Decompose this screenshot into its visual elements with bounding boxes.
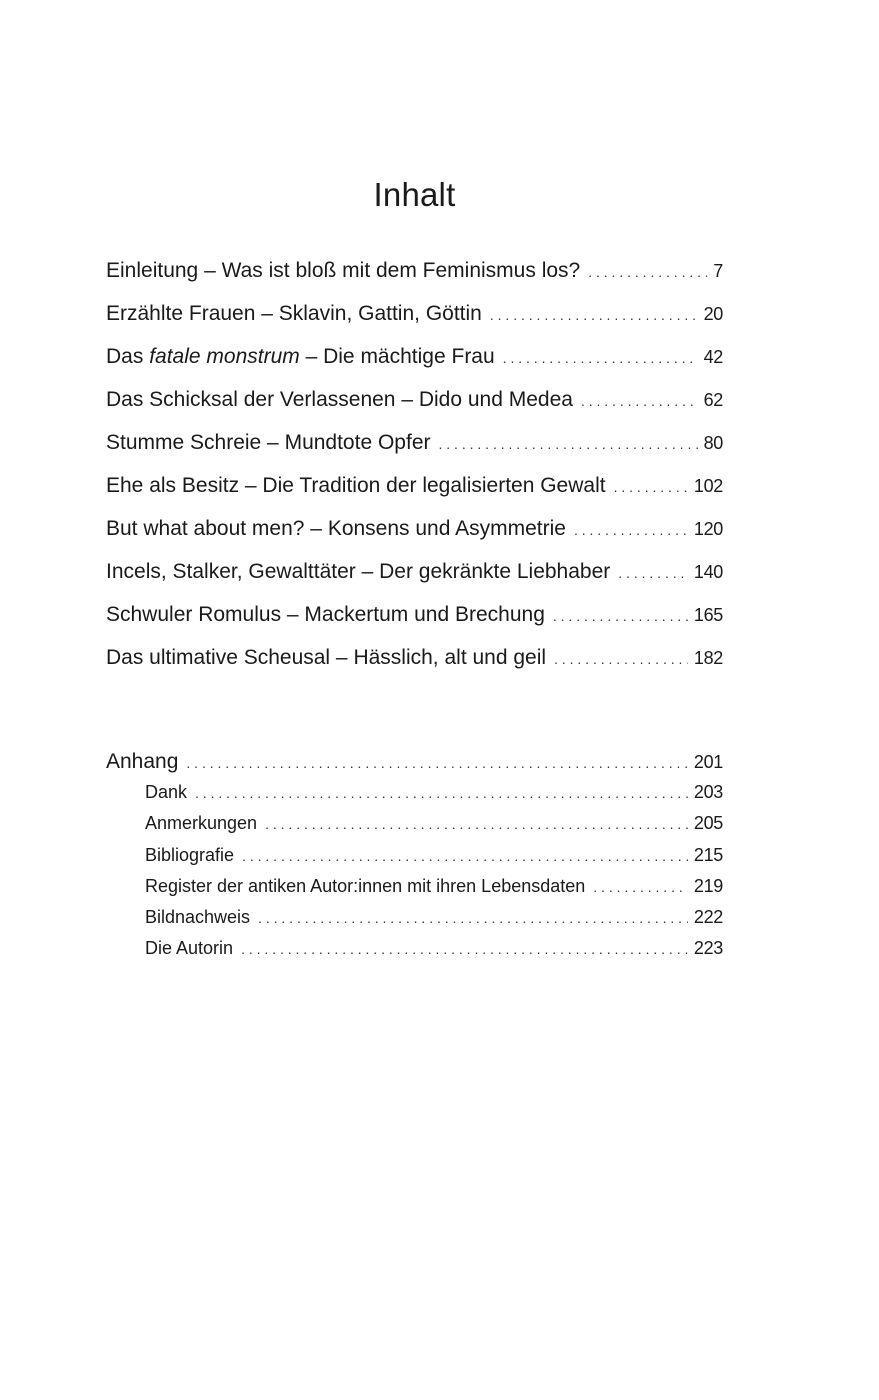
- dot-leader: [439, 428, 698, 460]
- dot-leader: [618, 557, 688, 589]
- toc-entry-label: Stumme Schreie – Mundtote Opfer: [106, 431, 431, 454]
- dot-leader: [614, 471, 688, 503]
- toc-entry-label: Das Schicksal der Verlassenen – Dido und Medea: [106, 388, 573, 411]
- toc-subentry-page: 205: [693, 813, 723, 834]
- toc-entry-label-pre: Das: [106, 345, 150, 368]
- toc-entry-label: Anhang: [106, 750, 179, 773]
- toc-entry-einleitung: [106, 255, 723, 298]
- toc-subentry-page: 215: [693, 844, 723, 865]
- toc-entry-incels: [106, 556, 723, 599]
- toc-subentry-label: Bibliografie: [145, 844, 235, 865]
- toc-entry-page: 120: [693, 519, 723, 539]
- toc-entry-label: Schwuler Romulus – Mackertum und Brechung: [106, 603, 545, 626]
- toc-entry-schwuler-romulus: [106, 599, 723, 642]
- toc-entry-what-about-men: [106, 513, 723, 556]
- toc-entry-page: 182: [693, 648, 723, 668]
- dot-leader: [241, 935, 688, 963]
- toc-entry-label: [106, 341, 495, 373]
- toc-entry-page: 80: [703, 433, 723, 453]
- toc-subentry-bildnachweis: [106, 903, 723, 934]
- toc-subentry-bibliografie: [106, 841, 723, 872]
- toc-subentry-label: Die Autorin: [145, 938, 234, 959]
- toc-entry-page: 201: [693, 752, 723, 772]
- toc-entry-page: 165: [693, 605, 723, 625]
- dot-leader: [195, 779, 688, 807]
- toc-subentry-label: Dank: [145, 782, 188, 802]
- toc-entry-anhang: [106, 746, 723, 778]
- toc-subentry-page: 203: [693, 782, 723, 802]
- toc-subentry-label: Bildnachweis: [145, 907, 251, 928]
- toc-entry-scheusal: [106, 642, 723, 685]
- toc-entry-label: Einleitung – Was ist bloß mit dem Feminismus los?: [106, 259, 581, 282]
- toc-subentry-register: [106, 872, 723, 903]
- dot-leader: [553, 600, 688, 632]
- toc-entry-page: 102: [693, 476, 723, 496]
- dot-leader: [265, 810, 688, 838]
- dot-leader: [258, 904, 688, 932]
- dot-leader: [554, 643, 688, 675]
- toc-subentry-label: Anmerkungen: [145, 813, 258, 834]
- toc-entry-label: Incels, Stalker, Gewalttäter – Der gekränkte Liebhaber: [106, 560, 611, 583]
- table-of-contents: [106, 255, 723, 966]
- dot-leader: [588, 256, 707, 288]
- toc-entry-label: But what about men? – Konsens und Asymmetrie: [106, 517, 566, 540]
- toc-subentry-dank: [106, 778, 723, 809]
- toc-entry-page: 42: [703, 347, 723, 367]
- dot-leader: [581, 385, 698, 417]
- toc-entry-label: Erzählte Frauen – Sklavin, Gattin, Göttin: [106, 302, 482, 325]
- toc-entry-page: 140: [693, 562, 723, 582]
- toc-entry-page: 20: [703, 304, 723, 324]
- toc-entry-label-post: – Die mächtige Frau: [299, 345, 495, 368]
- toc-entry-schicksal: [106, 384, 723, 427]
- dot-leader: [574, 514, 688, 546]
- dot-leader: [242, 842, 688, 870]
- toc-entry-fatale-monstrum: [106, 341, 723, 384]
- toc-entry-label: Das ultimative Scheusal – Hässlich, alt und geil: [106, 646, 547, 669]
- toc-subentry-anmerkungen: [106, 809, 723, 840]
- dot-leader: [593, 873, 688, 901]
- toc-entry-label: Ehe als Besitz – Die Tradition der legalisierten Gewalt: [106, 474, 606, 497]
- toc-subentry-page: 223: [693, 938, 723, 959]
- dot-leader: [503, 342, 698, 374]
- toc-entry-page: 62: [703, 390, 723, 410]
- toc-entry-label-italic: fatale monstrum: [149, 345, 300, 368]
- toc-subentry-label: Register der antiken Autor:innen mit ihren Lebensdaten: [145, 875, 586, 896]
- page-title: Inhalt: [373, 176, 456, 213]
- toc-subentry-page: 222: [693, 907, 723, 928]
- dot-leader: [490, 299, 698, 331]
- toc-entry-ehe-als-besitz: [106, 470, 723, 513]
- toc-entry-stumme-schreie: [106, 427, 723, 470]
- dot-leader: [186, 747, 687, 779]
- toc-subentry-autorin: [106, 934, 723, 965]
- toc-subentry-page: 219: [693, 875, 723, 896]
- toc-entry-erzaehlte-frauen: [106, 298, 723, 341]
- toc-entry-page: 7: [713, 261, 723, 281]
